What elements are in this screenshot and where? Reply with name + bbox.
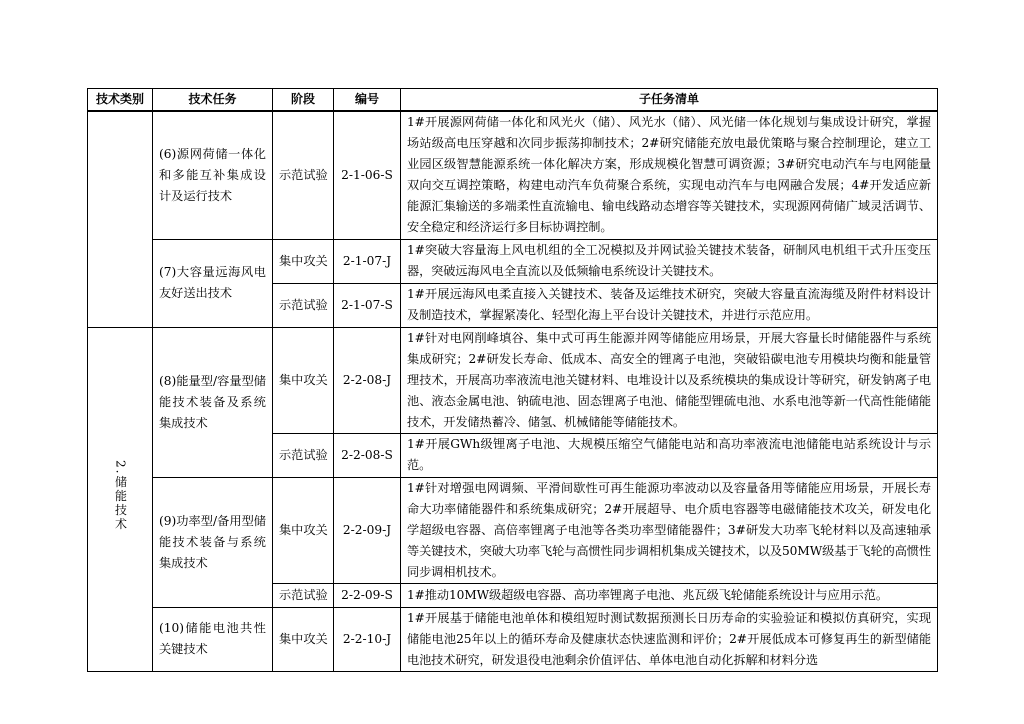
category-cell-continued	[88, 111, 153, 327]
code-cell: 2-2-08-J	[334, 327, 401, 433]
stage-cell: 示范试验	[273, 111, 334, 239]
task-cell: (8)能量型/容量型储能技术装备及系统集成技术	[153, 327, 273, 477]
code-cell: 2-2-08-S	[334, 433, 401, 477]
header-code: 编号	[334, 89, 401, 112]
task-cell: (6)源网荷储一体化和多能互补集成设计及运行技术	[153, 111, 273, 239]
table-row	[88, 239, 938, 283]
table-row	[88, 477, 938, 583]
stage-cell: 示范试验	[273, 433, 334, 477]
header-category: 技术类别	[88, 89, 153, 112]
task-cell: (10)储能电池共性关键技术	[153, 607, 273, 671]
table-row	[88, 607, 938, 671]
tech-task-table	[87, 88, 938, 672]
category-label: 2.储能技术	[113, 459, 128, 532]
code-cell: 2-2-09-J	[334, 477, 401, 583]
table-row	[88, 327, 938, 433]
header-stage: 阶段	[273, 89, 334, 112]
stage-cell: 集中攻关	[273, 327, 334, 433]
code-cell: 2-2-10-J	[334, 607, 401, 671]
table-header-row	[88, 89, 938, 112]
task-cell: (9)功率型/备用型储能技术装备与系统集成技术	[153, 477, 273, 607]
code-cell: 2-2-09-S	[334, 583, 401, 607]
subtasks-cell: 1#针对增强电网调频、平滑间歇性可再生能源功率波动以及容量备用等储能应用场景，开展长寿命大功率储能器件和系统集成研究；2#开展超导、电介质电容器等电磁储能技术攻关，研发电化学超级电容器、高倍率锂离子电池等各类功率型储能器件；3#研发大功率飞轮材料以及高速轴承等关键技术，突破大功率飞轮与高惯性同步调相机集成关键技术，以及50MW级基于飞轮的高惯性同步调相机技术。	[401, 477, 938, 583]
table-row	[88, 111, 938, 239]
category-cell	[88, 327, 153, 671]
stage-cell: 集中攻关	[273, 477, 334, 583]
subtasks-cell: 1#突破大容量海上风电机组的全工况模拟及并网试验关键技术装备，研制风电机组干式升压变压器，突破远海风电全直流以及低频输电系统设计关键技术。	[401, 239, 938, 283]
subtasks-cell: 1#开展基于储能电池单体和模组短时测试数据预测长日历寿命的实验验证和模拟仿真研究，实现储能电池25年以上的循环寿命及健康状态快速监测和评价；2#开展低成本可修复再生的新型储能电池技术研究，研发退役电池剩余价值评估、单体电池自动化拆解和材料分选	[401, 607, 938, 671]
header-task: 技术任务	[153, 89, 273, 112]
header-subtasks: 子任务清单	[401, 89, 938, 112]
stage-cell: 集中攻关	[273, 607, 334, 671]
code-cell: 2-1-07-J	[334, 239, 401, 283]
stage-cell: 示范试验	[273, 283, 334, 327]
stage-cell: 示范试验	[273, 583, 334, 607]
subtasks-cell: 1#推动10MW级超级电容器、高功率锂离子电池、兆瓦级飞轮储能系统设计与应用示范。	[401, 583, 938, 607]
stage-cell: 集中攻关	[273, 239, 334, 283]
subtasks-cell: 1#针对电网削峰填谷、集中式可再生能源并网等储能应用场景，开展大容量长时储能器件与系统集成研究；2#研发长寿命、低成本、高安全的锂离子电池，突破铅碳电池专用模块均衡和能量管理技术，开展高功率液流电池关键材料、电堆设计以及系统模块的集成设计等研究，研发钠离子电池、液态金属电池、钠硫电池、固态锂离子电池、储能型锂硫电池、水系电池等新一代高性能储能技术，开发储热蓄冷、储氢、机械储能等储能技术。	[401, 327, 938, 433]
subtasks-cell: 1#开展GWh级锂离子电池、大规模压缩空气储能电站和高功率液流电池储能电站系统设计与示范。	[401, 433, 938, 477]
subtasks-cell: 1#开展源网荷储一体化和风光火（储）、风光水（储）、风光储一体化规划与集成设计研究，掌握场站级高电压穿越和次同步振荡抑制技术；2#研究储能充放电最优策略与聚合控制理论，建立工业园区级智慧能源系统一体化解决方案，形成规模化智慧可调资源；3#研究电动汽车与电网能量双向交互调控策略，构建电动汽车负荷聚合系统，实现电动汽车与电网融合发展；4#开发适应新能源汇集输送的多端柔性直流输电、输电线路动态增容等关键技术，实现源网荷储广域灵活调节、安全稳定和经济运行多目标协调控制。	[401, 111, 938, 239]
code-cell: 2-1-06-S	[334, 111, 401, 239]
subtasks-cell: 1#开展远海风电柔直接入关键技术、装备及运维技术研究，突破大容量直流海缆及附件材料设计及制造技术，掌握紧凑化、轻型化海上平台设计关键技术，并进行示范应用。	[401, 283, 938, 327]
code-cell: 2-1-07-S	[334, 283, 401, 327]
task-cell: (7)大容量远海风电友好送出技术	[153, 239, 273, 327]
